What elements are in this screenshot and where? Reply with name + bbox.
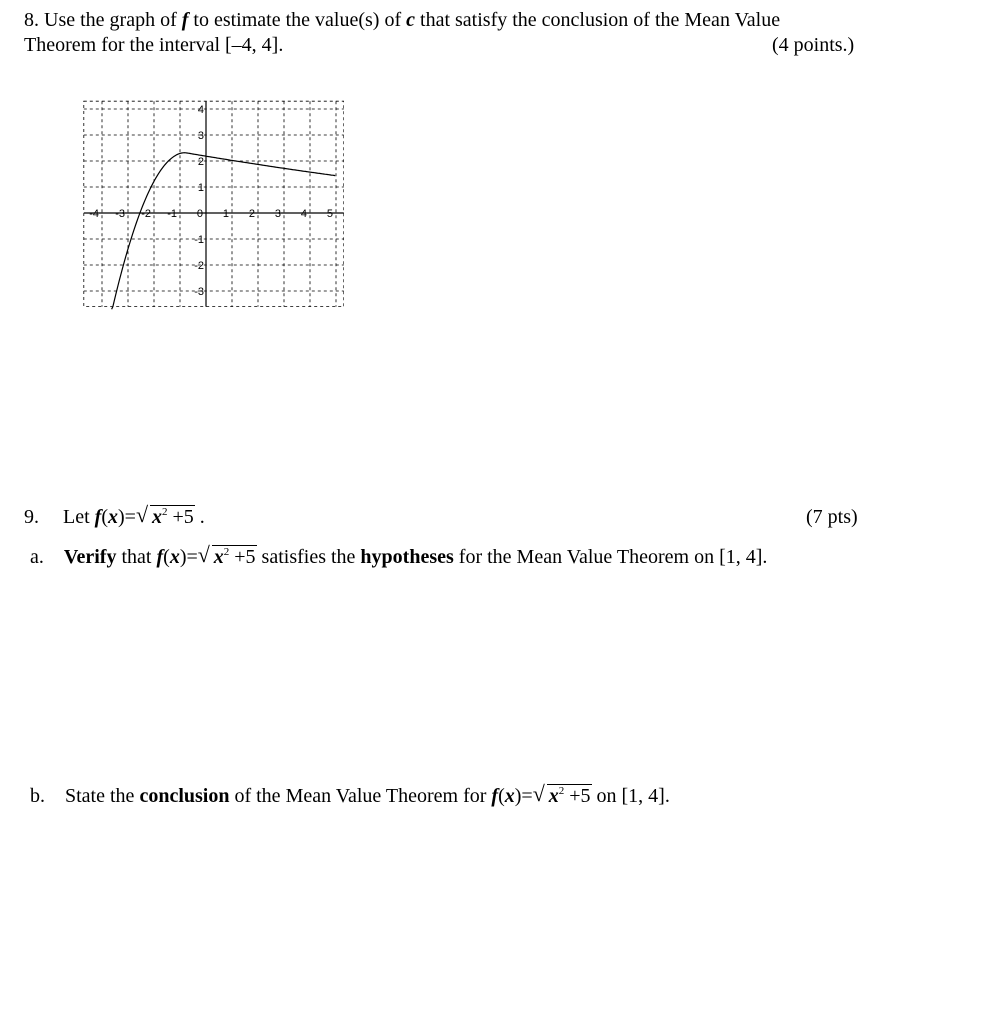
y-tick-label: -3 xyxy=(194,286,204,298)
y-tick-labels xyxy=(194,104,204,298)
f-symbol: f xyxy=(94,506,102,528)
q8-points: (4 points.) xyxy=(772,34,855,56)
x-symbol: x xyxy=(213,546,224,568)
x-tick-label: -3 xyxy=(115,208,125,220)
q9-line xyxy=(24,502,205,529)
graph-grid xyxy=(84,101,344,306)
y-tick-label: -1 xyxy=(194,234,204,246)
q9-points: (7 pts) xyxy=(806,506,858,528)
q9-number: 9. xyxy=(24,506,39,528)
q8-f-symbol: f xyxy=(181,9,189,31)
q8-line-2: Theorem for the interval [–4, 4]. xyxy=(24,34,284,56)
q9-period: . xyxy=(199,506,205,528)
q8-text-c: that satisfy the conclusion of the Mean Value xyxy=(415,9,781,31)
x-tick-label: -4 xyxy=(89,208,99,220)
exponent: 2 xyxy=(558,785,565,797)
x-tick-label: 2 xyxy=(248,208,255,220)
q9a-that: that xyxy=(116,546,157,568)
q9-function-expression: f(x)= √ $x^2 +5$ xyxy=(94,502,194,528)
y-tick-label: 4 xyxy=(197,104,204,116)
x-tick-label: 1 xyxy=(222,208,229,220)
exponent: 2 xyxy=(161,506,168,518)
x-tick-label: 0 xyxy=(196,208,203,220)
f-symbol: f xyxy=(156,546,164,568)
q9b-conclusion: conclusion xyxy=(139,785,230,807)
q9a-function-expression: f(x)= √ $x^2 +5$ xyxy=(156,542,256,568)
x-symbol: x xyxy=(108,506,118,528)
y-tick-label: 1 xyxy=(197,182,204,194)
radical-icon: √ xyxy=(197,542,210,567)
q8-c-symbol: c xyxy=(406,9,416,31)
q9a-rest: for the Mean Value Theorem on [1, 4]. xyxy=(453,546,768,568)
q9-let: Let xyxy=(63,506,90,528)
radical-icon: √ xyxy=(135,502,149,527)
sqrt-expression xyxy=(532,781,592,808)
y-tick-label: 2 xyxy=(197,156,204,168)
q9b-line xyxy=(30,781,670,808)
radical-icon: √ xyxy=(532,781,545,806)
y-tick-label: 3 xyxy=(197,130,204,142)
x-tick-label: 5 xyxy=(326,208,333,220)
x-tick-label: 4 xyxy=(300,208,307,220)
x-tick-labels xyxy=(89,208,333,220)
q9a-hypotheses: hypotheses xyxy=(360,546,454,568)
q9a-satisfies: satisfies the xyxy=(261,546,361,568)
x-symbol: x xyxy=(151,506,162,528)
plus-five: +5 xyxy=(172,506,194,528)
exponent: 2 xyxy=(223,546,230,558)
graph-axes xyxy=(84,101,344,306)
sqrt-expression xyxy=(135,502,195,529)
f-symbol: f xyxy=(491,785,499,807)
x-tick-label: -1 xyxy=(167,208,177,220)
q9a-label: a. xyxy=(30,546,44,568)
x-tick-label: -2 xyxy=(141,208,151,220)
x-symbol: x xyxy=(504,785,515,807)
plus-five: +5 xyxy=(234,546,256,568)
graph-curve xyxy=(112,153,336,310)
x-tick-label: 3 xyxy=(274,208,281,220)
q8-number: 8. xyxy=(24,9,39,31)
q8-text-b: to estimate the value(s) of xyxy=(188,9,407,31)
q9b-label: b. xyxy=(30,785,45,807)
x-symbol: x xyxy=(169,546,180,568)
y-tick-label: -2 xyxy=(194,260,204,272)
x-symbol: x xyxy=(548,785,559,807)
function-graph xyxy=(82,100,344,312)
sqrt-expression xyxy=(197,542,257,569)
q9b-rest: of the Mean Value Theorem for xyxy=(229,785,492,807)
q9b-function-expression: f(x)= √ $x^2 +5$ xyxy=(491,781,591,807)
grid-border xyxy=(84,101,344,306)
q9a-line xyxy=(30,542,768,569)
q8-line-1 xyxy=(24,8,780,32)
q9b-state: State the xyxy=(65,785,140,807)
q9a-verify: Verify xyxy=(63,546,117,568)
q9b-interval: on [1, 4]. xyxy=(596,785,670,807)
plus-five: +5 xyxy=(569,785,591,807)
q8-text-a: Use the graph of xyxy=(44,9,182,31)
